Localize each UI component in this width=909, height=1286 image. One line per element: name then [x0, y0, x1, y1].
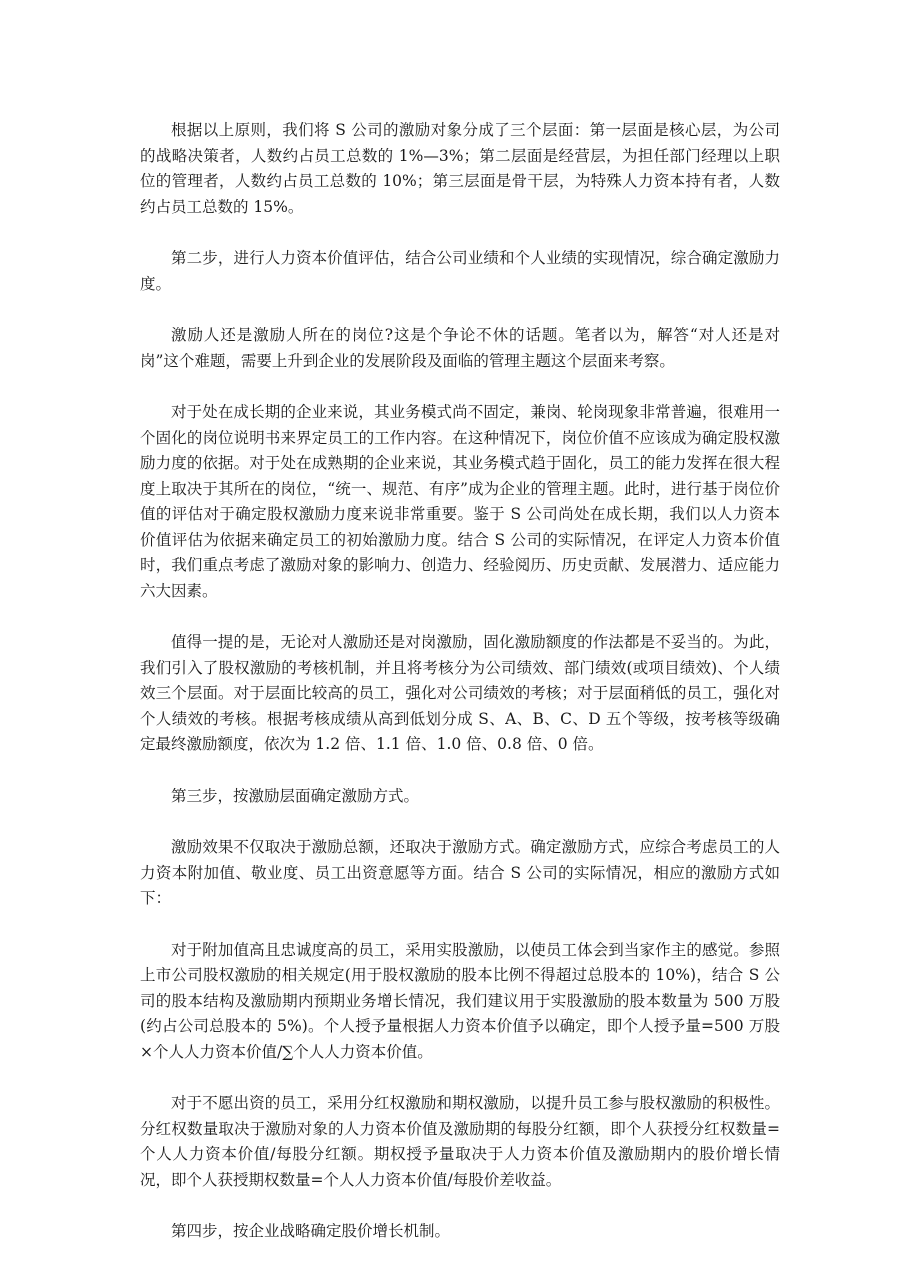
paragraph-step-three: 第三步，按激励层面确定激励方式。: [171, 786, 420, 805]
paragraph-person-or-post: 激励人还是激励人所在的岗位?这是个争论不休的话题。笔者以为，解答“对人还是对岗”这个难题，需要上升到企业的发展阶段及面临的管理主题这个层面来考察。: [140, 326, 780, 370]
paragraph-layers: 根据以上原则，我们将 S 公司的激励对象分成了三个层面：第一层面是核心层，为公司的战略决策者，人数约占员工总数的 1%—3%；第二层面是经营层，为担任部门经理以上职位的管理者，人数约占员工总数的 10%；第三层面是骨干层，为特殊人力资本持有者，人数约占员工总数的 15%。: [140, 121, 780, 216]
paragraph-real-shares: 对于附加值高且忠诚度高的员工，采用实股激励，以使员工体会到当家作主的感觉。参照上市公司股权激励的相关规定(用于股权激励的股本比例不得超过总股本的 10%)，结合 S 公司的股本结构及激励期内预期业务增长情况，我们建议用于实股激励的股本数量为 500 万股(约占公司总股本的 5%)。个人授予量根据人力资本价值予以确定，即个人授予量=500 万股×个人人力资本价值/∑个人人力资本价值。: [140, 940, 780, 1061]
document-body: [140, 118, 780, 1271]
paragraph-dividend-options: 对于不愿出资的员工，采用分红权激励和期权激励，以提升员工参与股权激励的积极性。分红权数量取决于激励对象的人力资本价值及激励期的每股分红额，即个人获授分红权数量=个人人力资本价值/每股分红额。期权授予量取决于人力资本价值及激励期内的股价增长情况，即个人获授期权数量=个人人力资本价值/每股价差收益。: [140, 1094, 780, 1189]
paragraph-appraisal: 值得一提的是，无论对人激励还是对岗激励，固化激励额度的作法都是不妥当的。为此，我们引入了股权激励的考核机制，并且将考核分为公司绩效、部门绩效(或项目绩效)、个人绩效三个层面。对于层面比较高的员工，强化对公司绩效的考核；对于层面稍低的员工，强化对个人绩效的考核。根据考核成绩从高到低划分成 S、A、B、C、D 五个等级，按考核等级确定最终激励额度，依次为 1.2 倍、1.1 倍、1.0 倍、0.8 倍、0 倍。: [140, 633, 780, 753]
paragraph-incentive-method: 激励效果不仅取决于激励总额，还取决于激励方式。确定激励方式，应综合考虑员工的人力资本附加值、敬业度、员工出资意愿等方面。结合 S 公司的实际情况，相应的激励方式如下：: [140, 838, 780, 907]
paragraph-growth-stage: 对于处在成长期的企业来说，其业务模式尚不固定，兼岗、轮岗现象非常普遍，很难用一个固化的岗位说明书来界定员工的工作内容。在这种情况下，岗位价值不应该成为确定股权激励力度的依据。对于处在成熟期的企业来说，其业务模式趋于固化，员工的能力发挥在很大程度上取决于其所在的岗位，“统一、规范、有序”成为企业的管理主题。此时，进行基于岗位价值的评估对于确定股权激励力度来说非常重要。鉴于 S 公司尚处在成长期，我们以人力资本价值评估为依据来确定员工的初始激励力度。结合 S 公司的实际情况，在评定人力资本价值时，我们重点考虑了激励对象的影响力、创造力、经验阅历、历史贡献、发展潜力、适应能力六大因素。: [140, 403, 780, 600]
paragraph-step-two: 第二步，进行人力资本价值评估，结合公司业绩和个人业绩的实现情况，综合确定激励力度。: [140, 249, 780, 293]
paragraph-step-four: 第四步，按企业战略确定股价增长机制。: [171, 1222, 451, 1240]
